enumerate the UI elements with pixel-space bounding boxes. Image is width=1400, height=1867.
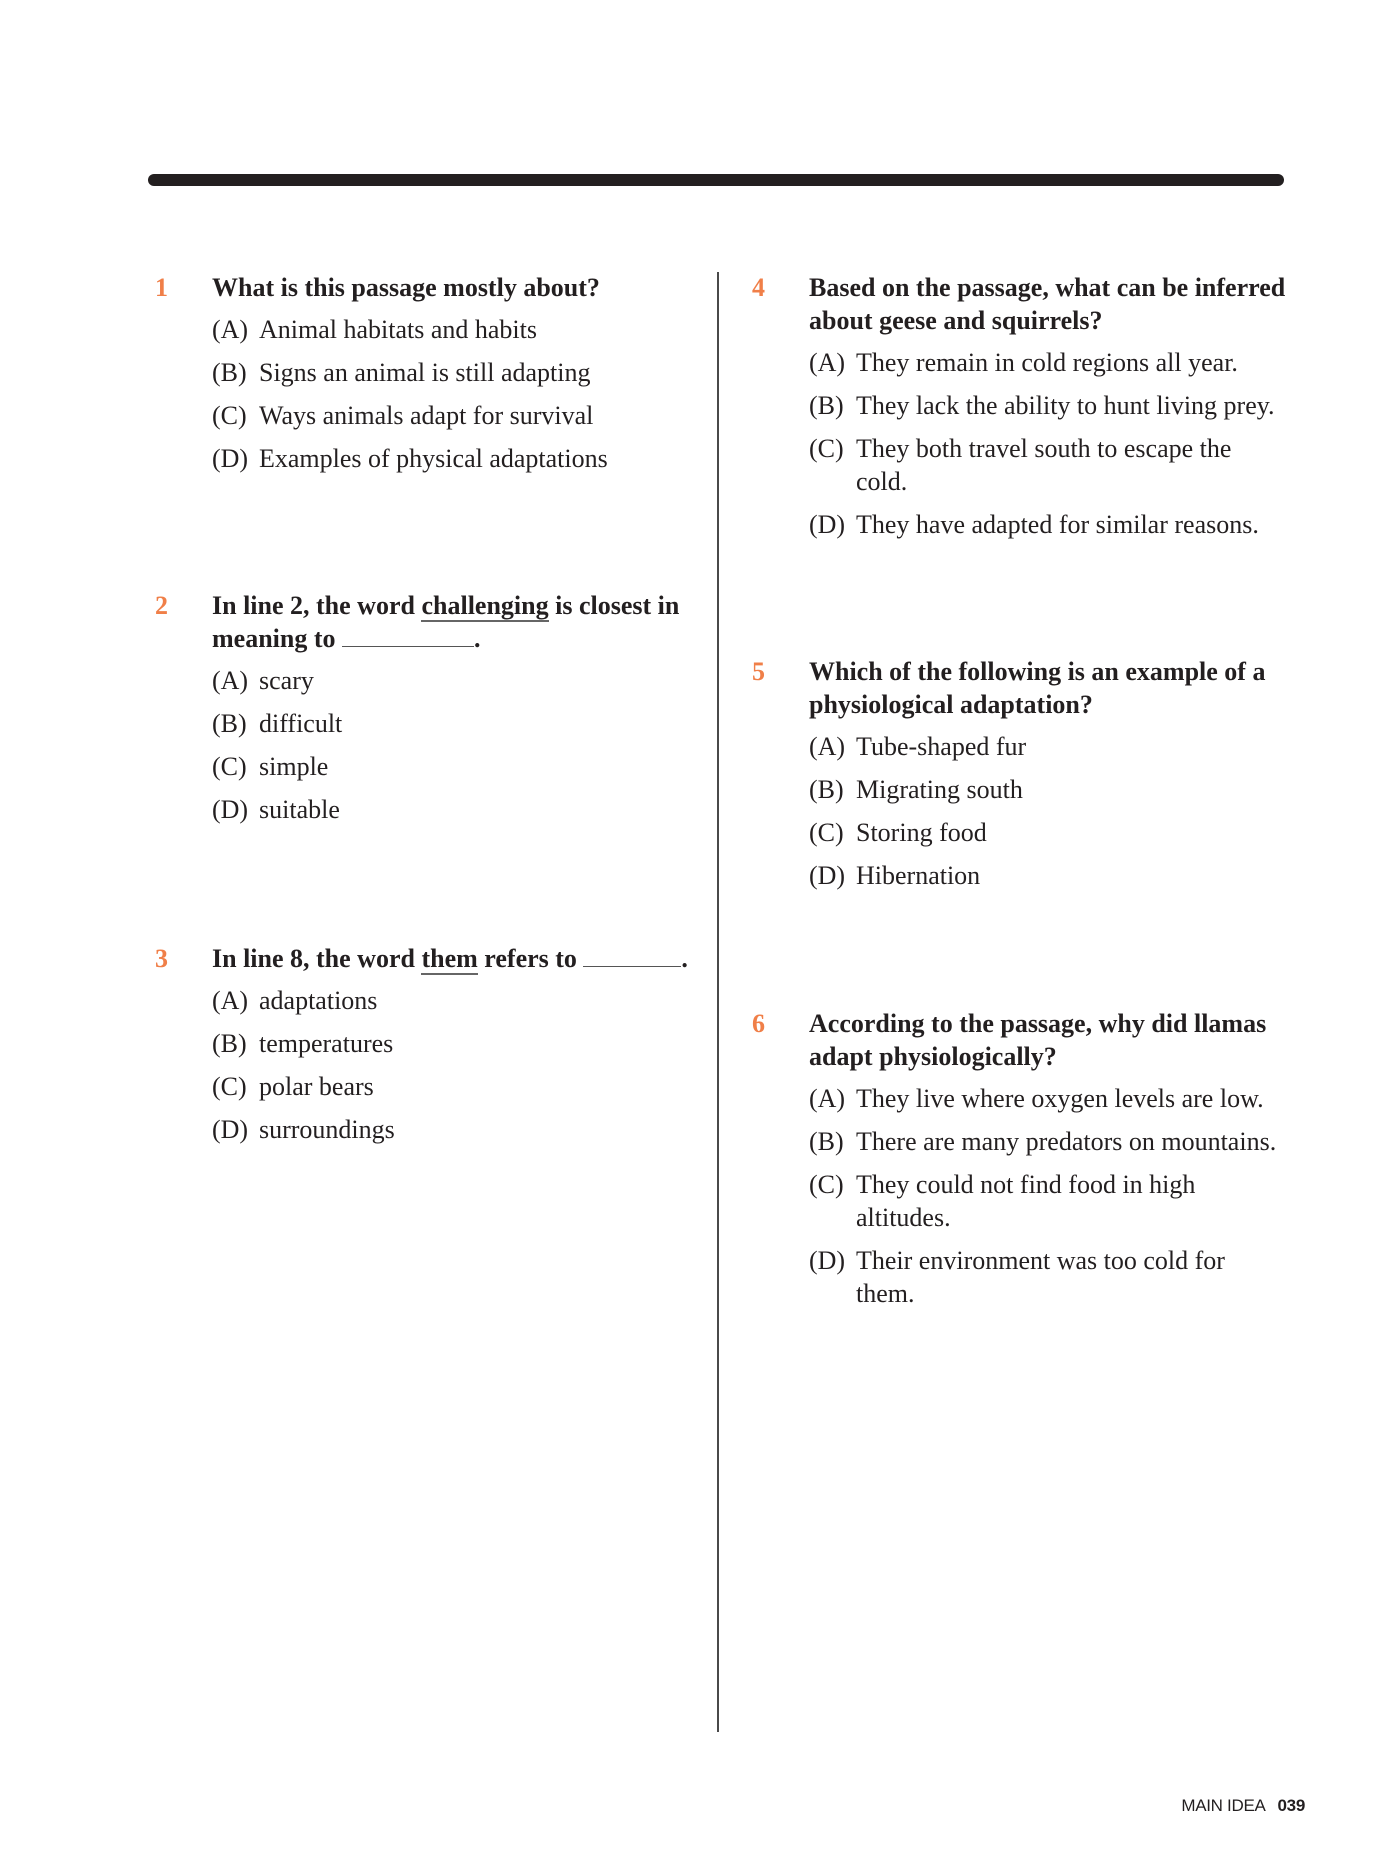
choice-text: simple bbox=[259, 752, 329, 781]
choice-text: surroundings bbox=[259, 1115, 395, 1144]
choice-d[interactable] bbox=[212, 442, 700, 475]
question-stem: Based on the passage, what can be inferred about geese and squirrels? bbox=[809, 273, 1286, 335]
question-stem: Which of the following is an example of a physiological adaptation? bbox=[809, 657, 1266, 719]
question-number: 5 bbox=[752, 657, 765, 686]
question-1 bbox=[155, 271, 700, 485]
question-stem: What is this passage mostly about? bbox=[212, 273, 600, 302]
choice-letter: (C) bbox=[212, 752, 247, 781]
choice-letter: (C) bbox=[212, 401, 247, 430]
choice-text: They both travel south to escape the cold. bbox=[856, 434, 1232, 496]
question-5 bbox=[752, 655, 1292, 902]
choice-a[interactable] bbox=[212, 664, 700, 697]
choice-text: They have adapted for similar reasons. bbox=[856, 510, 1259, 539]
choice-text: They could not find food in high altitudes. bbox=[856, 1170, 1196, 1232]
question-number: 3 bbox=[155, 944, 168, 973]
choice-text: Examples of physical adaptations bbox=[259, 444, 608, 473]
choice-text: Their environment was too cold for them. bbox=[856, 1246, 1225, 1308]
choice-c[interactable] bbox=[809, 432, 1292, 498]
choice-b[interactable] bbox=[809, 1125, 1292, 1158]
choice-d[interactable] bbox=[212, 1113, 700, 1146]
answer-blank bbox=[583, 948, 681, 967]
question-stem bbox=[212, 942, 700, 975]
choice-list bbox=[212, 313, 700, 475]
choice-text: suitable bbox=[259, 795, 340, 824]
choice-b[interactable] bbox=[212, 356, 700, 389]
choice-letter: (A) bbox=[809, 732, 846, 761]
choice-letter: (D) bbox=[212, 1115, 249, 1144]
choice-d[interactable] bbox=[809, 1244, 1292, 1310]
choice-text: They lack the ability to hunt living prey. bbox=[856, 391, 1275, 420]
choice-text: There are many predators on mountains. bbox=[856, 1127, 1277, 1156]
page-number: 039 bbox=[1277, 1796, 1305, 1815]
choice-a[interactable] bbox=[212, 984, 700, 1017]
question-4 bbox=[752, 271, 1292, 551]
choice-text: Storing food bbox=[856, 818, 987, 847]
choice-letter: (A) bbox=[212, 666, 249, 695]
choice-text: Migrating south bbox=[856, 775, 1023, 804]
choice-list bbox=[809, 346, 1292, 541]
stem-text: In line 8, the word bbox=[212, 944, 422, 973]
choice-list bbox=[809, 730, 1292, 892]
choice-text: They remain in cold regions all year. bbox=[856, 348, 1238, 377]
choice-text: They live where oxygen levels are low. bbox=[856, 1084, 1264, 1113]
choice-letter: (D) bbox=[809, 861, 846, 890]
choice-b[interactable] bbox=[809, 389, 1292, 422]
choice-letter: (C) bbox=[809, 1170, 844, 1199]
page-footer bbox=[1181, 1796, 1305, 1816]
stem-text: In line 2, the word bbox=[212, 591, 422, 620]
choice-text: Tube-shaped fur bbox=[856, 732, 1027, 761]
choice-letter: (B) bbox=[809, 391, 844, 420]
choice-c[interactable] bbox=[809, 816, 1292, 849]
underlined-word: them bbox=[421, 944, 478, 973]
choice-c[interactable] bbox=[809, 1168, 1292, 1234]
choice-letter: (C) bbox=[212, 1072, 247, 1101]
top-rule bbox=[148, 174, 1284, 186]
choice-list bbox=[809, 1082, 1292, 1310]
choice-text: polar bears bbox=[259, 1072, 374, 1101]
choice-letter: (D) bbox=[212, 444, 249, 473]
choice-letter: (D) bbox=[212, 795, 249, 824]
choice-d[interactable] bbox=[212, 793, 700, 826]
column-divider bbox=[717, 272, 719, 1732]
question-stem bbox=[212, 589, 700, 655]
choice-letter: (B) bbox=[809, 1127, 844, 1156]
choice-letter: (D) bbox=[809, 510, 846, 539]
choice-a[interactable] bbox=[809, 1082, 1292, 1115]
question-2 bbox=[155, 589, 700, 836]
choice-text: temperatures bbox=[259, 1029, 394, 1058]
stem-text: is closest in meaning to bbox=[212, 591, 680, 653]
question-number: 2 bbox=[155, 591, 168, 620]
question-number: 1 bbox=[155, 273, 168, 302]
choice-b[interactable] bbox=[809, 773, 1292, 806]
answer-blank bbox=[342, 628, 474, 647]
choice-letter: (B) bbox=[212, 1029, 247, 1058]
choice-c[interactable] bbox=[212, 1070, 700, 1103]
question-3 bbox=[155, 942, 700, 1156]
choice-d[interactable] bbox=[809, 508, 1292, 541]
choice-text: scary bbox=[259, 666, 314, 695]
choice-letter: (B) bbox=[212, 709, 247, 738]
choice-a[interactable] bbox=[809, 730, 1292, 763]
stem-end: . bbox=[681, 944, 688, 973]
choice-text: Ways animals adapt for survival bbox=[259, 401, 594, 430]
choice-text: Hibernation bbox=[856, 861, 981, 890]
choice-letter: (C) bbox=[809, 434, 844, 463]
question-6 bbox=[752, 1007, 1292, 1320]
choice-letter: (B) bbox=[809, 775, 844, 804]
question-stem: According to the passage, why did llamas adapt physiologically? bbox=[809, 1009, 1267, 1071]
choice-text: difficult bbox=[259, 709, 343, 738]
question-number: 6 bbox=[752, 1009, 765, 1038]
choice-text: Signs an animal is still adapting bbox=[259, 358, 591, 387]
choice-d[interactable] bbox=[809, 859, 1292, 892]
choice-a[interactable] bbox=[809, 346, 1292, 379]
choice-b[interactable] bbox=[212, 707, 700, 740]
choice-text: Animal habitats and habits bbox=[259, 315, 538, 344]
stem-text: refers to bbox=[477, 944, 584, 973]
choice-letter: (A) bbox=[809, 348, 846, 377]
choice-letter: (A) bbox=[212, 986, 249, 1015]
section-label: MAIN IDEA bbox=[1181, 1796, 1266, 1815]
choice-text: adaptations bbox=[259, 986, 378, 1015]
choice-a[interactable] bbox=[212, 313, 700, 346]
choice-letter: (A) bbox=[212, 315, 249, 344]
choice-list bbox=[212, 664, 700, 826]
underlined-word: challenging bbox=[421, 591, 549, 620]
question-number: 4 bbox=[752, 273, 765, 302]
choice-c[interactable] bbox=[212, 750, 700, 783]
choice-letter: (B) bbox=[212, 358, 247, 387]
choice-c[interactable] bbox=[212, 399, 700, 432]
choice-list bbox=[212, 984, 700, 1146]
choice-letter: (C) bbox=[809, 818, 844, 847]
stem-end: . bbox=[474, 624, 481, 653]
choice-b[interactable] bbox=[212, 1027, 700, 1060]
choice-letter: (D) bbox=[809, 1246, 846, 1275]
choice-letter: (A) bbox=[809, 1084, 846, 1113]
